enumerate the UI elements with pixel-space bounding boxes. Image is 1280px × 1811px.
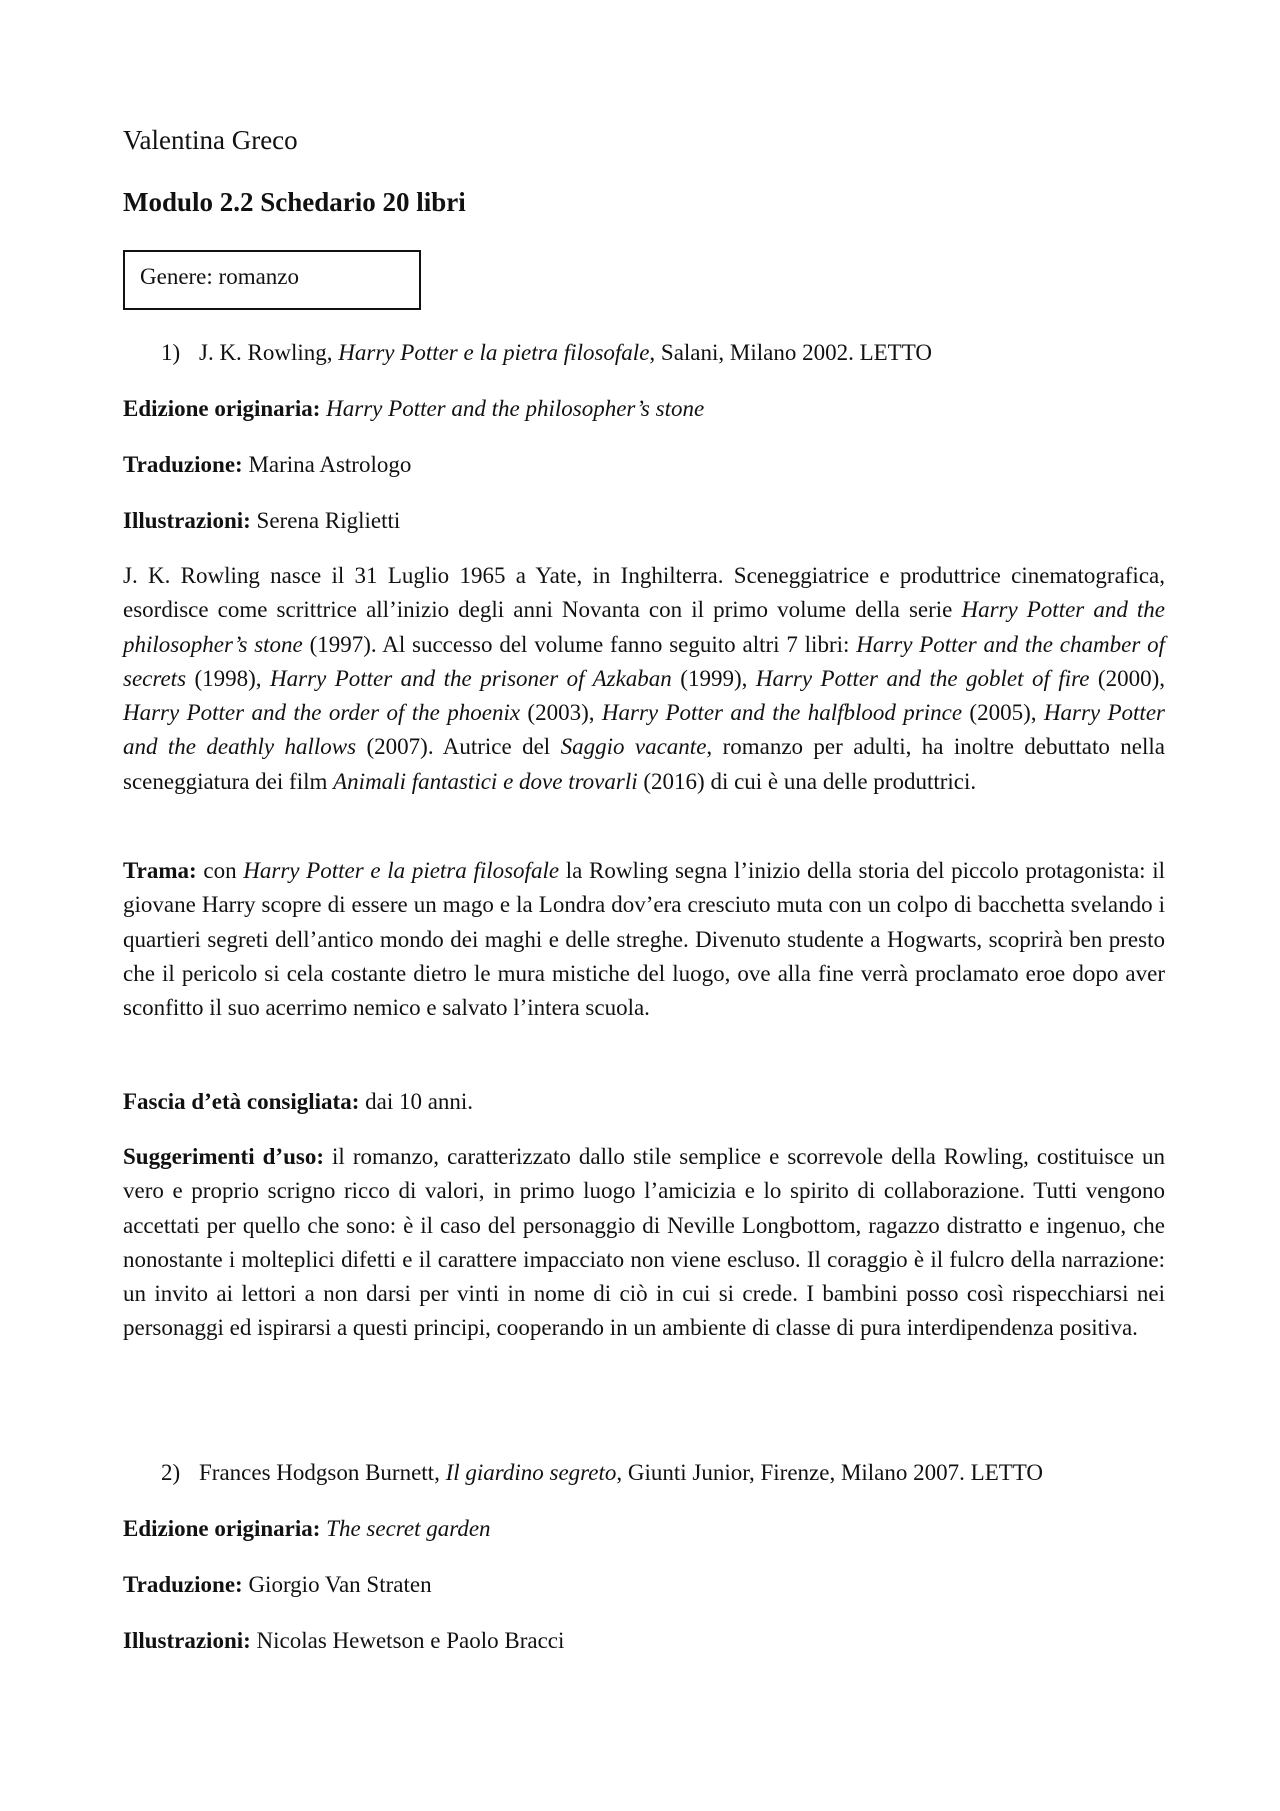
book-2-heading: [161, 1459, 1043, 1487]
genre-label: Genere: romanzo: [140, 264, 300, 289]
age-label: Fascia d’età consigliata:: [123, 1089, 360, 1114]
book-2-number: 2): [161, 1460, 181, 1485]
book-1-author-bio: J. K. Rowling nasce il 31 Luglio 1965 a Yate, in Inghilterra. Sceneggiatrice e produttrice cinematografica, esordisce come scrittrice all’inizio degli anni Novanta con il primo volume della serie Harry Potter and the philosopher’s stone (1997). Al successo del volume fanno seguito altri 7 libri: Harry Potter and the chamber of secrets (1998), Harry Potter and the prisoner of Azkaban (1999), Harry Potter and the goblet of fire (2000), Harry Potter and the order of the phoenix (2003), Harry Potter and the halfblood prince (2005), Harry Potter and the deathly hallows (2007). Autrice del Saggio vacante, romanzo per adulti, ha inoltre debuttato nella sceneggiatura dei film Animali fantastici e dove trovarli (2016) di cui è una delle produttrici.: [123, 563, 1166, 794]
genre-box: [123, 250, 421, 310]
book-1-illustrations: [123, 507, 400, 535]
plot-label: Trama:: [123, 858, 197, 883]
document-title: Modulo 2.2 Schedario 20 libri: [123, 187, 466, 217]
illustrations-value: Serena Riglietti: [256, 508, 401, 533]
original-edition-label: Edizione originaria:: [123, 396, 321, 421]
translation-value: Marina Astrologo: [248, 452, 412, 477]
original-edition-value: Harry Potter and the philosopher’s stone: [326, 396, 705, 421]
translation-label: Traduzione:: [123, 452, 243, 477]
book-1-plot: Trama: con Harry Potter e la pietra filosofale la Rowling segna l’inizio della storia del piccolo protagonista: il giovane Harry scopre di essere un mago e la Londra dov’era cresciuto muta con un colpo di bacchetta svelando i quartieri segreti dell’antico mondo dei maghi e delle streghe. Divenuto studente a Hogwarts, scoprirà ben presto che il pericolo si cela costante dietro le mura mistiche del luogo, ove alla fine verrà proclamato eroe dopo aver sconfitto il suo acerrimo nemico e salvato l’intera scuola.: [123, 858, 1166, 1021]
book-1-number: 1): [161, 340, 181, 365]
book-1-suggestions: Suggerimenti d’uso: il romanzo, caratterizzato dallo stile semplice e scorrevole della Rowling, costituisce un vero e proprio scrigno ricco di valori, in primo luogo l’amicizia e lo spirito di collaborazione. Tutti vengono accettati per quello che sono: è il caso del personaggio di Neville Longbottom, ragazzo distratto e ingenuo, che nonostante i molteplici difetti e il carattere impacciato non viene escluso. Il coraggio è il fulcro della narrazione: un invito ai lettori a non darsi per vinti in nome di ciò in cui si crede. I bambini posso così rispecchiarsi nei personaggi ed ispirarsi a questi principi, cooperando in un ambiente di classe di pura interdipendenza positiva.: [123, 1144, 1165, 1341]
book-1-heading: [161, 339, 932, 367]
book-1-original-edition: [123, 395, 704, 423]
book-1-age-range: [123, 1088, 473, 1116]
book-2-title: Il giardino segreto: [445, 1460, 617, 1485]
book-1-title: Harry Potter e la pietra filosofale: [338, 340, 650, 365]
book-1-translation: [123, 451, 411, 479]
age-value: dai 10 anni.: [359, 1089, 474, 1114]
suggestions-label: Suggerimenti d’uso:: [123, 1144, 324, 1169]
book-2-publication: , Giunti Junior, Firenze, Milano 2007. LETTO: [616, 1460, 1044, 1485]
author-name: Valentina Greco: [123, 125, 298, 155]
book-2-author: Frances Hodgson Burnett,: [199, 1460, 440, 1485]
book-2-original-edition: Edizione originaria: The secret garden: [123, 1516, 491, 1541]
book-2-illustrations: Illustrazioni: Nicolas Hewetson e Paolo Bracci: [123, 1628, 565, 1653]
illustrations-label: Illustrazioni:: [123, 508, 251, 533]
book-2-translation: Traduzione: Giorgio Van Straten: [123, 1572, 432, 1597]
book-1-publication: , Salani, Milano 2002. LETTO: [649, 340, 932, 365]
book-1-author: J. K. Rowling,: [199, 340, 333, 365]
